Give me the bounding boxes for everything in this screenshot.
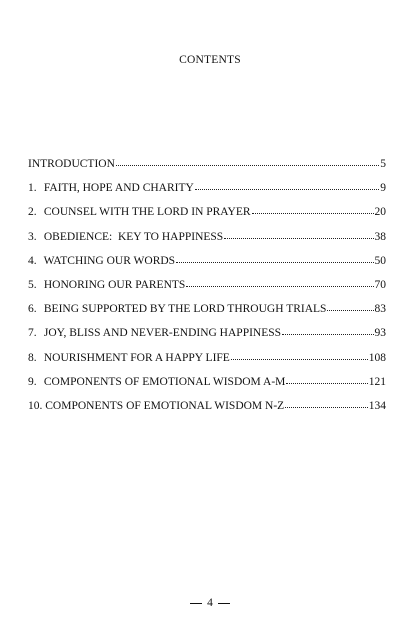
toc-entry-title: OBEDIENCE: KEY TO HAPPINESS <box>43 230 224 243</box>
toc-entry <box>28 352 386 376</box>
dot-leader <box>282 334 373 335</box>
dot-leader <box>224 238 373 239</box>
toc-entry <box>28 327 386 351</box>
toc-entry-label <box>28 303 326 315</box>
toc-entry-number: 5. <box>28 278 37 291</box>
toc-entry <box>28 206 386 230</box>
dot-leader <box>286 383 367 384</box>
table-of-contents <box>28 158 386 424</box>
toc-entry-title: FAITH, HOPE AND CHARITY <box>43 182 194 195</box>
toc-entry-number: 8. <box>28 351 37 364</box>
toc-entry-label <box>28 376 285 388</box>
toc-entry-page: 83 <box>374 303 386 316</box>
toc-entry-label <box>28 231 223 243</box>
dot-leader <box>186 286 373 287</box>
toc-entry <box>28 158 386 182</box>
page-footer <box>0 597 420 609</box>
toc-entry-page: 134 <box>368 399 386 412</box>
toc-entry <box>28 303 386 327</box>
toc-entry-number: 3. <box>28 230 37 243</box>
dot-leader <box>231 359 368 360</box>
page-number: 4 <box>207 597 213 609</box>
toc-entry-title: COUNSEL WITH THE LORD IN PRAYER <box>43 206 251 219</box>
toc-entry-number: 9. <box>28 375 37 388</box>
toc-entry-label <box>28 327 281 339</box>
toc-entry-number: 6. <box>28 303 37 316</box>
dot-leader <box>195 189 379 190</box>
toc-entry-number: 4. <box>28 254 37 267</box>
toc-entry-page: 108 <box>368 351 386 364</box>
toc-entry <box>28 376 386 400</box>
dot-leader <box>285 407 368 408</box>
page-title: CONTENTS <box>179 54 241 66</box>
toc-entry-title: WATCHING OUR WORDS <box>43 254 176 267</box>
toc-entry-label <box>28 206 251 218</box>
dot-leader <box>252 213 374 214</box>
toc-entry-label <box>28 158 115 170</box>
dot-leader <box>176 262 373 263</box>
toc-entry-page: 50 <box>374 254 386 267</box>
toc-entry-label <box>28 182 194 194</box>
toc-entry-label <box>28 279 185 291</box>
toc-entry <box>28 255 386 279</box>
toc-entry-page: 70 <box>374 278 386 291</box>
toc-entry-label <box>28 352 230 364</box>
toc-entry-title: INTRODUCTION <box>28 158 115 170</box>
toc-entry-number: 10. <box>28 399 43 412</box>
toc-entry-page: 20 <box>374 206 386 219</box>
toc-entry-label <box>28 255 175 267</box>
toc-entry-title: JOY, BLISS AND NEVER-ENDING HAPPINESS <box>43 327 282 340</box>
toc-entry-page: 93 <box>374 327 386 340</box>
dot-leader <box>116 165 379 166</box>
toc-entry-number: 2. <box>28 206 37 219</box>
toc-entry-title: BEING SUPPORTED BY THE LORD THROUGH TRIALS <box>43 303 327 316</box>
toc-entry <box>28 182 386 206</box>
toc-entry <box>28 231 386 255</box>
toc-entry-page: 5 <box>380 158 386 170</box>
toc-entry-number: 7. <box>28 327 37 340</box>
toc-entry <box>28 400 386 424</box>
footer-dash-left <box>190 603 202 604</box>
toc-entry-title: COMPONENTS OF EMOTIONAL WISDOM A-M <box>43 375 286 388</box>
dot-leader <box>327 310 373 311</box>
toc-entry-page: 9 <box>380 182 386 195</box>
toc-entry-page: 121 <box>368 375 386 388</box>
toc-entry-title: COMPONENTS OF EMOTIONAL WISDOM N-Z <box>45 399 285 412</box>
toc-entry-page: 38 <box>374 230 386 243</box>
toc-entry-title: NOURISHMENT FOR A HAPPY LIFE <box>43 351 230 364</box>
footer-dash-right <box>218 603 230 604</box>
toc-entry-title: HONORING OUR PARENTS <box>43 278 186 291</box>
toc-entry-label <box>28 400 284 412</box>
toc-entry <box>28 279 386 303</box>
toc-entry-number: 1. <box>28 182 37 195</box>
